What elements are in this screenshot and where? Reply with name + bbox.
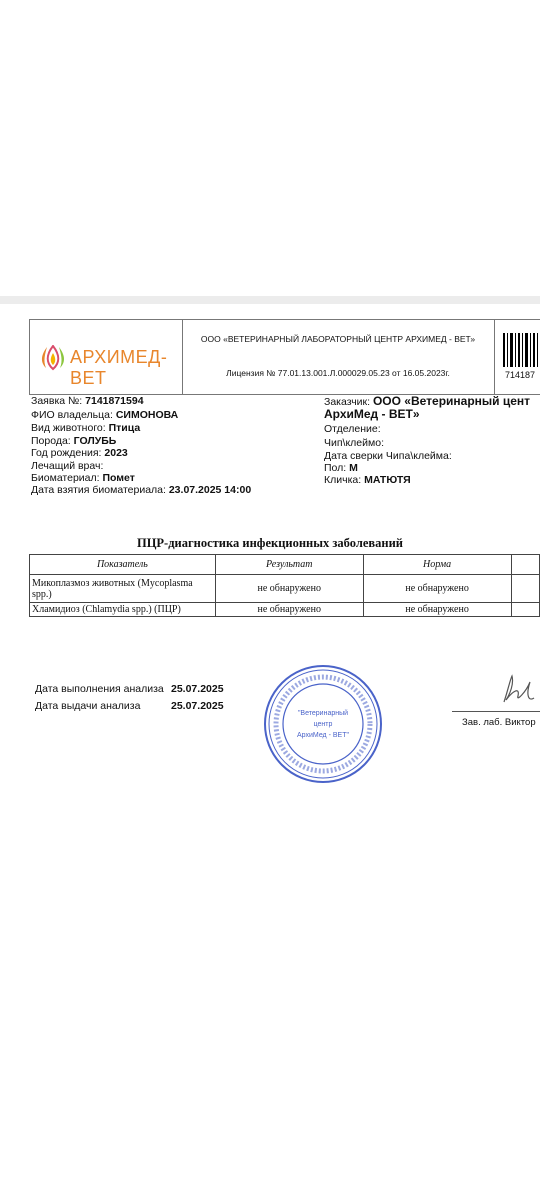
header-result: Результат	[215, 555, 363, 575]
stamp-text-3: АрхиМед - ВЕТ"	[297, 732, 349, 739]
doctor-label: Лечащий врач:	[31, 460, 104, 472]
org-cell	[182, 320, 495, 394]
customer-label: Заказчик:	[324, 396, 371, 408]
norm-cell: не обнаружено	[363, 575, 511, 603]
logo-text: АРХИМЕД-ВЕТ	[70, 347, 168, 388]
result-cell: не обнаружено	[215, 575, 363, 603]
issue-date-label: Дата выдачи анализа	[35, 700, 141, 712]
chip-date-row	[324, 451, 452, 463]
indicator-cell: Хламидиоз (Chlamydia spp.) (ПЦР)	[30, 603, 216, 617]
indicator-text: Микоплазмоз животных (Mycoplasma	[32, 577, 193, 589]
species-row	[31, 423, 140, 435]
sex-value: М	[349, 462, 358, 474]
barcode-cell	[495, 320, 540, 394]
breed-value: ГОЛУБЬ	[73, 435, 117, 447]
birth-year-value: 2023	[104, 447, 128, 459]
customer-value: ООО «Ветеринарный цент	[372, 394, 531, 408]
round-stamp	[262, 663, 384, 785]
customer-value-cont: АрхиМед - ВЕТ»	[324, 407, 420, 421]
nickname-label: Кличка:	[324, 474, 362, 486]
norm-cell: не обнаружено	[363, 603, 511, 617]
report-title: ПЦР-диагностика инфекционных заболеваний	[136, 536, 404, 550]
birth-year-label: Год рождения:	[31, 447, 102, 459]
top-divider-band	[0, 296, 540, 304]
head-of-lab: Зав. лаб. Виктор	[462, 717, 536, 728]
doctor-row	[31, 461, 103, 473]
barcode-number: 714187	[505, 370, 536, 380]
request-label: Заявка №:	[31, 395, 83, 407]
results-table	[29, 554, 540, 617]
species-label: Вид животного:	[31, 422, 106, 434]
extra-cell	[511, 575, 539, 603]
owner-name: СИМОНОВА	[115, 409, 179, 421]
indicator-text-cont: spp.)	[32, 588, 52, 600]
request-row	[31, 396, 144, 408]
license-text: Лицензия № 77.01.13.001.Л.000029.05.23 от 16.05.2023г.	[226, 368, 450, 378]
result-cell: не обнаружено	[215, 603, 363, 617]
owner-label: ФИО владельца:	[31, 409, 113, 421]
owner-row	[31, 410, 178, 422]
sampling-date-value: 23.07.2025 14:00	[168, 484, 252, 496]
biomaterial-value: Помет	[102, 472, 135, 484]
barcode	[503, 333, 540, 367]
header-norm: Норма	[363, 555, 511, 575]
stamp-text-2: центр	[313, 721, 333, 728]
sex-label: Пол:	[324, 462, 347, 474]
chip-date-label: Дата сверки Чипа\клейма:	[324, 450, 452, 462]
customer-row-2	[324, 409, 420, 422]
analysis-date-label: Дата выполнения анализа	[35, 683, 164, 695]
signature-line	[452, 711, 540, 712]
extra-cell	[511, 603, 539, 617]
department-row	[324, 424, 381, 436]
organization-name: ООО «ВЕТЕРИНАРНЫЙ ЛАБОРАТОРНЫЙ ЦЕНТР АРХИМЕД - ВЕТ»	[200, 334, 476, 344]
biomaterial-label: Биоматериал:	[31, 472, 100, 484]
issue-date-value: 25.07.2025	[171, 700, 224, 712]
nickname-row	[324, 475, 411, 487]
sex-row	[324, 463, 358, 475]
table-row	[30, 603, 540, 617]
breed-label: Порода:	[31, 435, 71, 447]
document-header	[29, 319, 540, 395]
chip-row	[324, 438, 384, 450]
analysis-date-value: 25.07.2025	[171, 683, 224, 695]
species-value: Птица	[108, 422, 141, 434]
table-row	[30, 575, 540, 603]
nickname-value: МАТЮТЯ	[364, 474, 411, 486]
table-header-row	[30, 555, 540, 575]
biomaterial-row	[31, 473, 135, 485]
sampling-date-row	[31, 485, 251, 497]
stamp-text-1: "Ветеринарный	[297, 710, 349, 717]
analysis-date-row	[35, 683, 224, 695]
department-label: Отделение:	[324, 423, 381, 435]
indicator-cell	[30, 575, 216, 603]
sampling-date-label: Дата взятия биоматериала:	[31, 484, 166, 496]
issue-date-row	[35, 700, 224, 712]
birth-year-row	[31, 448, 128, 460]
logo-drop-icon	[38, 345, 68, 371]
breed-row	[31, 436, 116, 448]
request-number: 7141871594	[85, 395, 144, 407]
logo-cell	[30, 320, 183, 394]
header-extra	[511, 555, 539, 575]
chip-label: Чип\клеймо:	[324, 437, 384, 449]
signature	[496, 672, 536, 708]
header-indicator: Показатель	[30, 555, 216, 575]
